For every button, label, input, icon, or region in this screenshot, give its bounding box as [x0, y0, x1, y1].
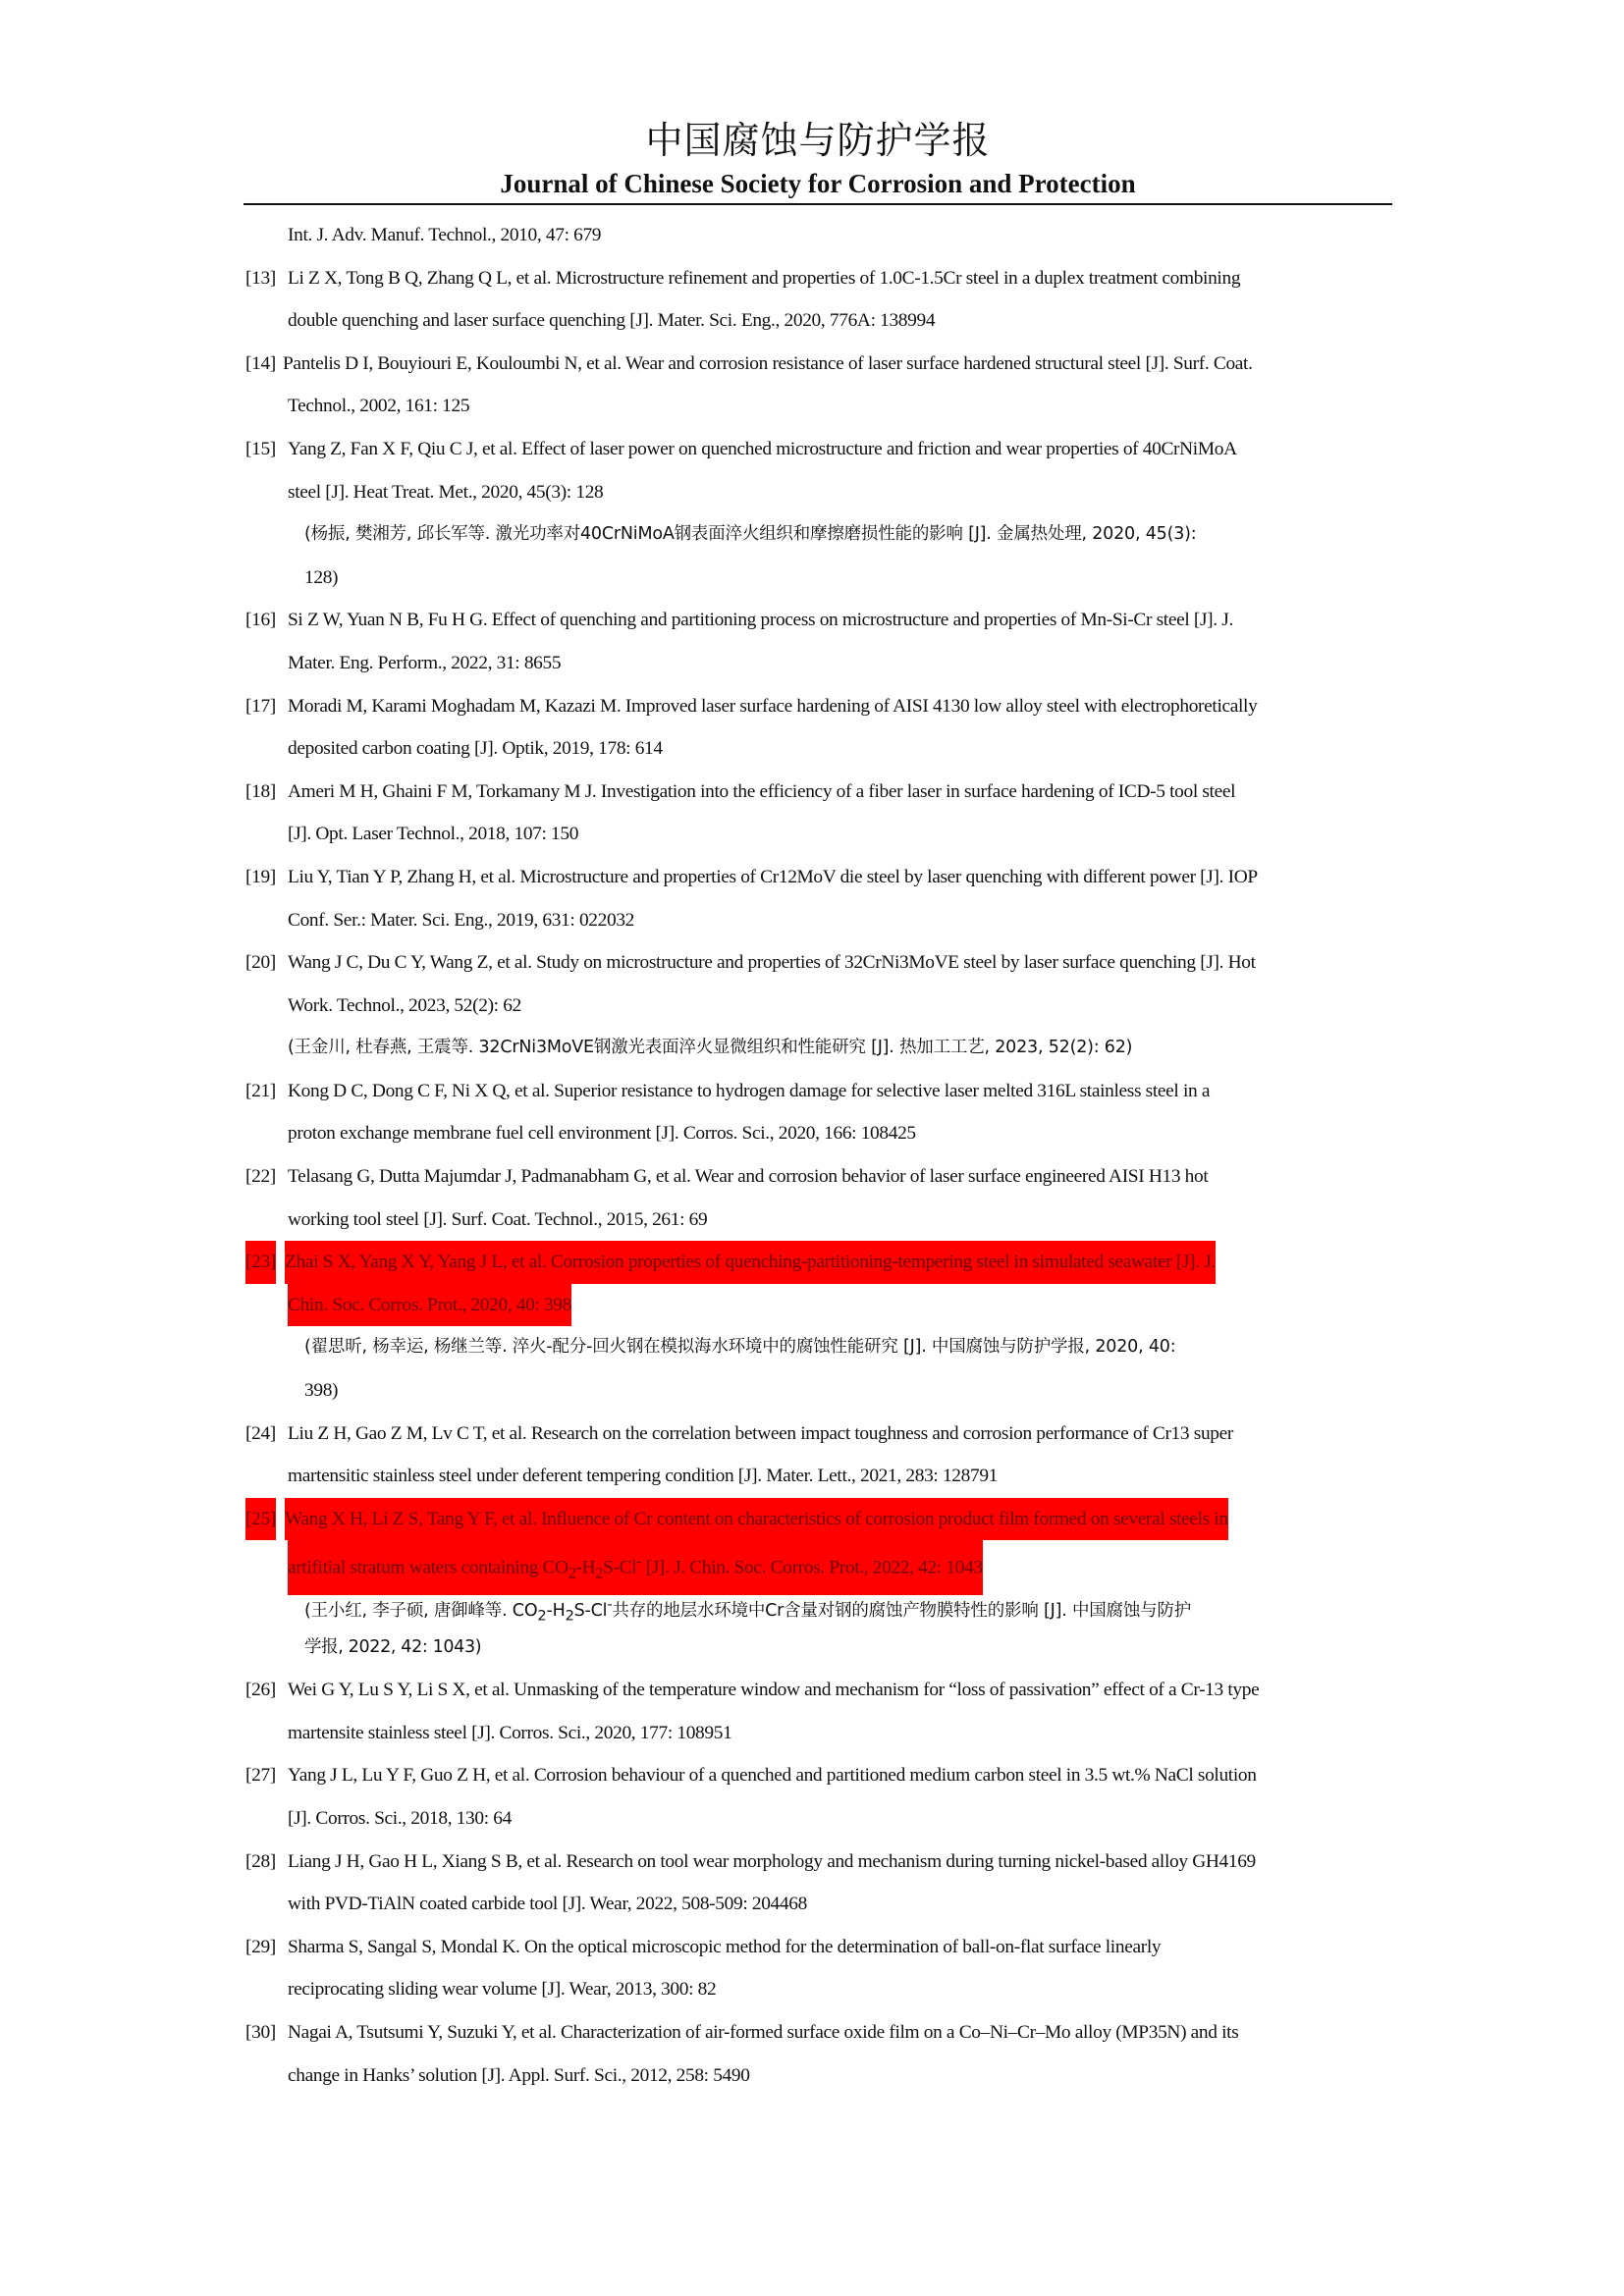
reference-line: martensitic stainless steel under deferent tempering condition [J]. Mater. Lett., 2021, 283: 128791: [288, 1466, 999, 1487]
reference-line: [J]. Corros. Sci., 2018, 130: 64: [288, 1807, 512, 1829]
reference-23-highlighted: [23] Zhai S X, Yang X Y, Yang J L, et al. Corrosion properties of quenching-partitioning-tempering steel in simulated seawater [J]. J.: [245, 1241, 1394, 1284]
reference-list: [245, 214, 1394, 2097]
header-rule: [244, 203, 1392, 205]
reference-26: [26] Wei G Y, Lu S Y, Li S X, et al. Unmasking of the temperature window and mechanism for “loss of passivation” effect of a Cr-13 type: [245, 1669, 1394, 1712]
reference-chinese-line: 学报, 2022, 42: 1043): [304, 1636, 482, 1657]
reference-number: [29]: [245, 1936, 276, 1957]
reference-line: with PVD-TiAlN coated carbide tool [J]. Wear, 2022, 508-509: 204468: [288, 1894, 807, 1915]
reference-13: [13] Li Z X, Tong B Q, Zhang Q L, et al. Microstructure refinement and properties of 1.0C-1.5Cr steel in a duplex treatment combining: [245, 257, 1394, 300]
reference-28: [28] Liang J H, Gao H L, Xiang S B, et al. Research on tool wear morphology and mechanism during turning nickel-based alloy GH4169: [245, 1841, 1394, 1884]
reference-chinese-line: (王小红, 李子硕, 唐御峰等. $CO_2-H_2S-Cl^-$共存的地层水环境中Cr含量对钢的腐蚀产物膜特性的影响 [J]. 中国腐蚀与防护: [304, 1596, 1192, 1625]
reference-21: [21] Kong D C, Dong C F, Ni X Q, et al. Superior resistance to hydrogen damage for selective laser melted 316L stainless steel in a: [245, 1070, 1394, 1113]
reference-line: proton exchange membrane fuel cell environment [J]. Corros. Sci., 2020, 166: 108425: [288, 1123, 916, 1145]
reference-chinese-line: (杨振, 樊湘芳, 邱长军等. 激光功率对40CrNiMoA钢表面淬火组织和摩擦磨损性能的影响 [J]. 金属热处理, 2020, 45(3):: [304, 524, 1197, 545]
reference-29: [29] Sharma S, Sangal S, Mondal K. On the optical microscopic method for the determination of ball-on-flat surface linearly: [245, 1926, 1394, 1969]
reference-17: [17] Moradi M, Karami Moghadam M, Kazazi M. Improved laser surface hardening of AISI 4130 low alloy steel with electrophoretically: [245, 685, 1394, 728]
reference-line: Conf. Ser.: Mater. Sci. Eng., 2019, 631: 022032: [288, 909, 635, 931]
reference-line: steel [J]. Heat Treat. Met., 2020, 45(3): 128: [288, 481, 604, 503]
reference-line: change in Hanks’ solution [J]. Appl. Surf. Sci., 2012, 258: 5490: [288, 2064, 750, 2086]
reference-number: [19]: [245, 866, 276, 887]
reference-18: [18] Ameri M H, Ghaini F M, Torkamany M J. Investigation into the efficiency of a fiber laser in surface hardening of ICD-5 tool steel: [245, 771, 1394, 814]
reference-line: double quenching and laser surface quenching [J]. Mater. Sci. Eng., 2020, 776A: 138994: [288, 310, 936, 332]
reference-line-highlighted: Chin. Soc. Corros. Prot., 2020, 40: 398: [245, 1284, 1394, 1327]
reference-number: [13]: [245, 267, 276, 289]
reference-line: [J]. Opt. Laser Technol., 2018, 107: 150: [288, 824, 579, 845]
reference-27: [27] Yang J L, Lu Y F, Guo Z H, et al. Corrosion behaviour of a quenched and partitioned medium carbon steel in 3.5 wt.% NaCl solution: [245, 1754, 1394, 1797]
reference-number: [27]: [245, 1765, 276, 1787]
reference-19: [19] Liu Y, Tian Y P, Zhang H, et al. Microstructure and properties of Cr12MoV die steel by laser quenching with different power [J]. IOP: [245, 856, 1394, 899]
journal-title-english: Journal of Chinese Society for Corrosion and Protection: [500, 169, 1136, 198]
reference-line: Work. Technol., 2023, 52(2): 62: [288, 994, 521, 1016]
reference-chinese-line: (王金川, 杜春燕, 王震等. 32CrNi3MoVE钢激光表面淬火显微组织和性能研究 [J]. 热加工工艺, 2023, 52(2): 62): [288, 1038, 1133, 1058]
reference-number: [15]: [245, 438, 276, 459]
reference-20: [20] Wang J C, Du C Y, Wang Z, et al. Study on microstructure and properties of 32CrNi3MoVE steel by laser surface quenching [J]. Hot: [245, 941, 1394, 985]
reference-number: [26]: [245, 1680, 276, 1701]
reference-15: [15] Yang Z, Fan X F, Qiu C J, et al. Effect of laser power on quenched microstructure and friction and wear properties of 40CrNiMoA: [245, 428, 1394, 471]
reference-30: [30] Nagai A, Tsutsumi Y, Suzuki Y, et al. Characterization of air-formed surface oxide film on a Co–Ni–Cr–Mo alloy (MP35N) and its: [245, 2011, 1394, 2055]
reference-number: [21]: [245, 1080, 276, 1101]
reference-number: [16]: [245, 610, 276, 631]
reference-number: [24]: [245, 1422, 276, 1444]
reference-number: [14]: [245, 352, 276, 374]
journal-header: [244, 116, 1392, 200]
reference-line: deposited carbon coating [J]. Optik, 2019, 178: 614: [288, 738, 663, 760]
reference-line: Int. J. Adv. Manuf. Technol., 2010, 47: 679: [288, 225, 602, 245]
reference-number: [22]: [245, 1166, 276, 1188]
reference-chinese-line: 128): [304, 566, 339, 588]
reference-number: [28]: [245, 1850, 276, 1872]
reference-number: [25]: [245, 1498, 276, 1541]
reference-chinese-line: 398): [304, 1380, 339, 1402]
reference-number: [20]: [245, 952, 276, 974]
reference-line-highlighted: artifitial stratum waters containing $CO_2-H_2S-Cl^-$ [J]. J. Chin. Soc. Corros. Prot., 2022, 42: 1043: [245, 1540, 1394, 1583]
reference-25-highlighted: [25] Wang X H, Li Z S, Tang Y F, et al. Influence of Cr content on characteristics of corrosion product film formed on several steels in: [245, 1498, 1394, 1541]
reference-line: working tool steel [J]. Surf. Coat. Technol., 2015, 261: 69: [288, 1208, 708, 1230]
reference-line: martensite stainless steel [J]. Corros. Sci., 2020, 177: 108951: [288, 1722, 732, 1743]
reference-24: [24] Liu Z H, Gao Z M, Lv C T, et al. Research on the correlation between impact toughness and corrosion performance of Cr13 super: [245, 1413, 1394, 1456]
reference-line: Technol., 2002, 161: 125: [288, 396, 470, 417]
reference-line: Mater. Eng. Perform., 2022, 31: 8655: [288, 652, 562, 673]
reference-number: [23]: [245, 1241, 276, 1284]
reference-number: [17]: [245, 695, 276, 717]
journal-title-chinese: 中国腐蚀与防护学报: [645, 119, 991, 162]
reference-line: reciprocating sliding wear volume [J]. Wear, 2013, 300: 82: [288, 1979, 717, 2001]
reference-number: [18]: [245, 780, 276, 802]
reference-number: [30]: [245, 2021, 276, 2043]
reference-14: [14] Pantelis D I, Bouyiouri E, Kouloumbi N, et al. Wear and corrosion resistance of laser surface hardened structural steel [J]. Surf. Coat.: [245, 343, 1394, 386]
reference-22: [22] Telasang G, Dutta Majumdar J, Padmanabham G, et al. Wear and corrosion behavior of laser surface engineered AISI H13 hot: [245, 1155, 1394, 1199]
reference-16: [16] Si Z W, Yuan N B, Fu H G. Effect of quenching and partitioning process on microstructure and properties of Mn-Si-Cr steel [J]. J.: [245, 599, 1394, 642]
reference-chinese-line: (翟思昕, 杨幸运, 杨继兰等. 淬火-配分-回火钢在模拟海水环境中的腐蚀性能研究 [J]. 中国腐蚀与防护学报, 2020, 40:: [304, 1337, 1176, 1358]
